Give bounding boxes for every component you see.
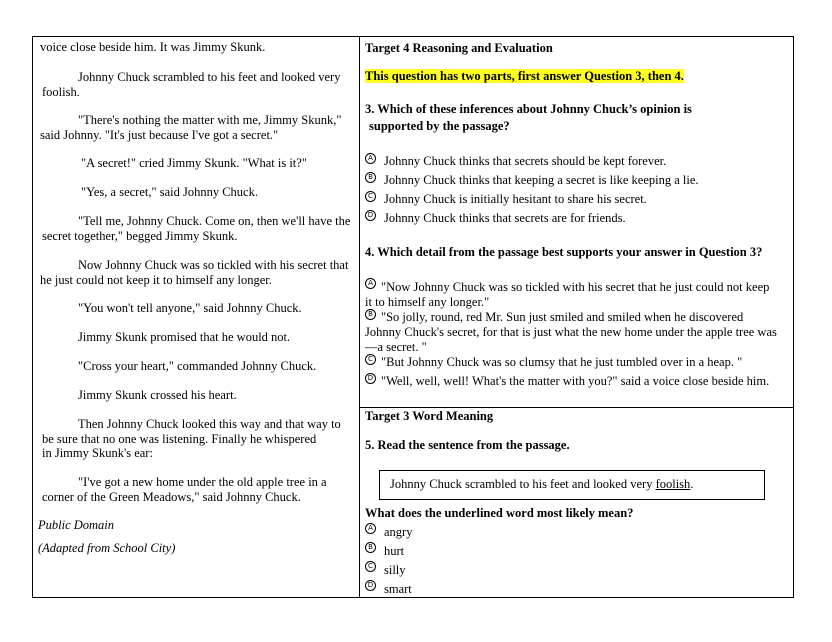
passage-line: Jimmy Skunk crossed his heart.	[78, 388, 237, 402]
option-d-icon[interactable]: D	[365, 373, 376, 384]
q5-option-a[interactable]: angry	[384, 525, 413, 539]
passage-line: he just could not keep it to himself any longer.	[40, 273, 272, 287]
passage-line: corner of the Green Meadows," said Johnny Chuck.	[42, 490, 301, 504]
source-note: (Adapted from School City)	[38, 541, 176, 555]
q3-option-c[interactable]: Johnny Chuck is initially hesitant to share his secret.	[384, 192, 647, 206]
option-a-icon[interactable]: A	[365, 523, 376, 534]
passage-line: Johnny Chuck scrambled to his feet and looked very	[78, 70, 341, 84]
column-divider	[359, 37, 360, 597]
option-c-icon[interactable]: C	[365, 561, 376, 572]
sentence-text: Johnny Chuck scrambled to his feet and looked very	[390, 477, 656, 491]
passage-line: secret together," begged Jimmy Skunk.	[42, 229, 238, 243]
q4-option-b-cont: Johnny Chuck's secret, for that is just what the new home under the apple tree was	[365, 325, 777, 339]
passage-line: Then Johnny Chuck looked this way and that way to	[78, 417, 341, 431]
passage-line: "There's nothing the matter with me, Jimmy Skunk,"	[78, 113, 342, 127]
section-divider	[359, 407, 793, 408]
q3-option-a[interactable]: Johnny Chuck thinks that secrets should be kept forever.	[384, 154, 667, 168]
target3-heading: Target 3 Word Meaning	[365, 409, 494, 423]
q5-option-c[interactable]: silly	[384, 563, 406, 577]
option-d-icon[interactable]: D	[365, 210, 376, 221]
passage-line: in Jimmy Skunk's ear:	[42, 446, 153, 460]
question-4: 4. Which detail from the passage best supports your answer in Question 3?	[365, 245, 763, 259]
passage-line: "Tell me, Johnny Chuck. Come on, then we'll have the	[78, 214, 351, 228]
option-c-icon[interactable]: C	[365, 191, 376, 202]
passage-line: "Cross your heart," commanded Johnny Chuck.	[78, 359, 317, 373]
passage-line: voice close beside him. It was Jimmy Skunk.	[40, 40, 266, 54]
sentence-end: .	[690, 477, 694, 491]
question-3: 3. Which of these inferences about Johnny Chuck’s opinion is	[365, 102, 692, 116]
option-a-icon[interactable]: A	[365, 278, 376, 289]
option-b-icon[interactable]: B	[365, 172, 376, 183]
question-5-prompt: What does the underlined word most likely mean?	[365, 506, 634, 520]
q5-option-d[interactable]: smart	[384, 582, 412, 596]
passage-line: "Yes, a secret," said Johnny Chuck.	[81, 185, 258, 199]
passage-line: be sure that no one was listening. Finally he whispered	[42, 432, 317, 446]
option-b-icon[interactable]: B	[365, 542, 376, 553]
q4-option-d[interactable]: "Well, well, well! What's the matter with you?" said a voice close beside him.	[381, 374, 770, 388]
q3-option-b[interactable]: Johnny Chuck thinks that keeping a secret is like keeping a lie.	[384, 173, 699, 187]
q4-option-b[interactable]: "So jolly, round, red Mr. Sun just smiled and smiled when he discovered	[381, 310, 744, 324]
passage-line: foolish.	[42, 85, 80, 99]
question-5: 5. Read the sentence from the passage.	[365, 438, 570, 452]
option-a-icon[interactable]: A	[365, 153, 376, 164]
passage-line: "You won't tell anyone," said Johnny Chuck.	[78, 301, 302, 315]
passage-line: said Johnny. "It's just because I've got a secret."	[40, 128, 279, 142]
passage-line: "I've got a new home under the old apple tree in a	[78, 475, 327, 489]
q4-option-c[interactable]: "But Johnny Chuck was so clumsy that he just tumbled over in a heap. "	[381, 355, 743, 369]
passage-line: Jimmy Skunk promised that he would not.	[78, 330, 291, 344]
underlined-word: foolish	[655, 477, 691, 491]
passage-line: "A secret!" cried Jimmy Skunk. "What is it?"	[81, 156, 307, 170]
passage-line: Now Johnny Chuck was so tickled with his secret that	[78, 258, 349, 272]
instruction-highlight: This question has two parts, first answer Question 3, then 4.	[365, 69, 684, 83]
q3-option-d[interactable]: Johnny Chuck thinks that secrets are for friends.	[384, 211, 626, 225]
q4-option-a-cont: it to himself any longer."	[365, 295, 490, 309]
question-3-cont: supported by the passage?	[369, 119, 510, 133]
q4-option-b-cont: —a secret. "	[365, 340, 427, 354]
option-d-icon[interactable]: D	[365, 580, 376, 591]
source-credit: Public Domain	[38, 518, 115, 532]
q4-option-a[interactable]: "Now Johnny Chuck was so tickled with his secret that he just could not keep	[381, 280, 770, 294]
quoted-sentence	[390, 477, 693, 491]
target4-heading: Target 4 Reasoning and Evaluation	[365, 41, 553, 55]
option-b-icon[interactable]: B	[365, 309, 376, 320]
q5-option-b[interactable]: hurt	[384, 544, 405, 558]
option-c-icon[interactable]: C	[365, 354, 376, 365]
